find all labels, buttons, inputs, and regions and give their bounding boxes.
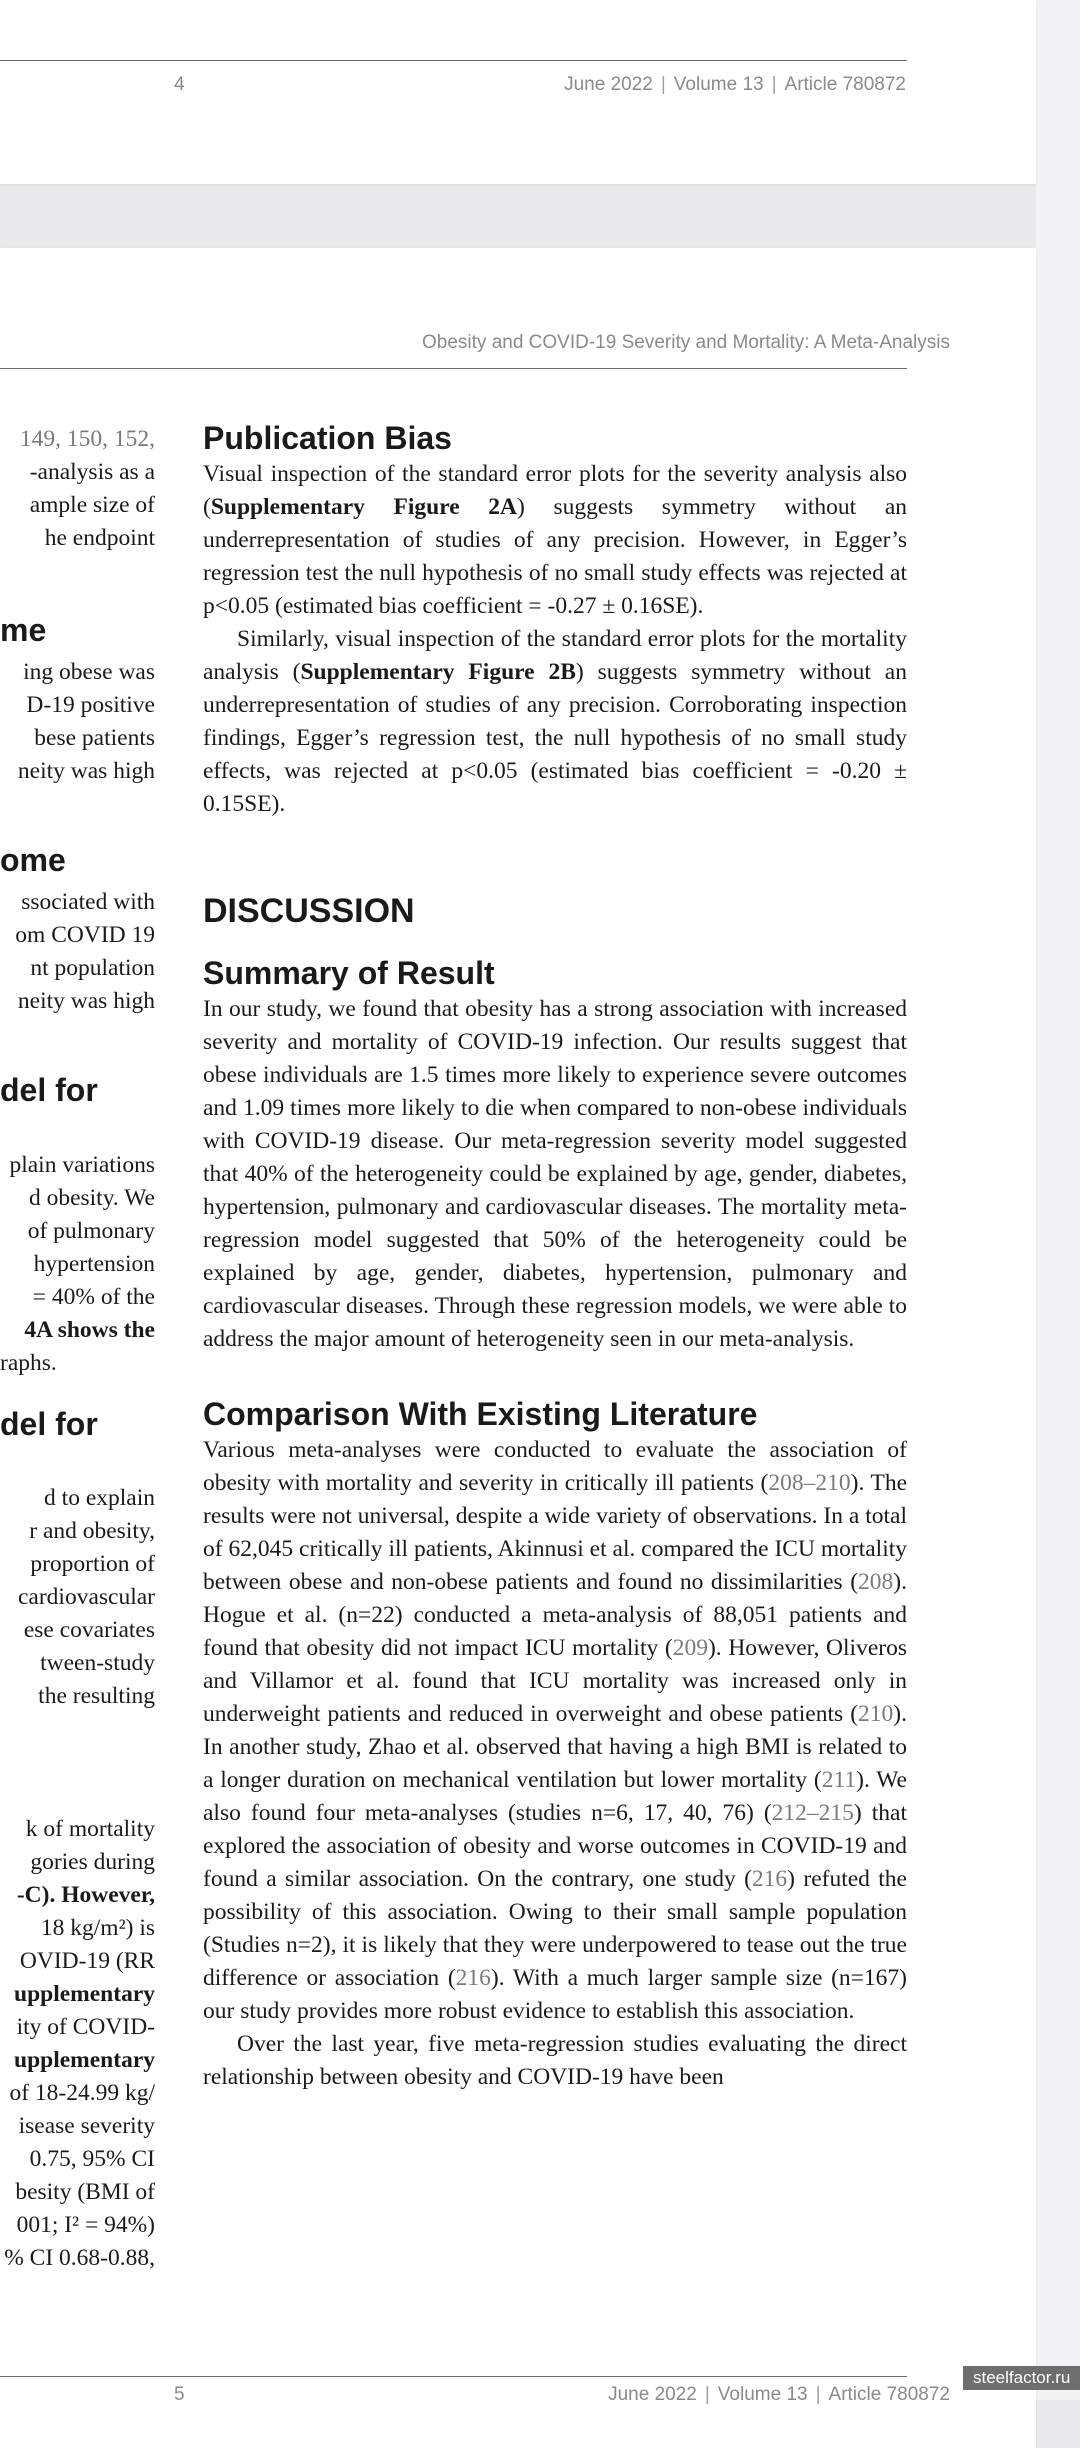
- figure-link[interactable]: Supplementary Figure 2B: [300, 659, 576, 685]
- journal-volume: Volume 13: [673, 74, 764, 95]
- text-line: ample size of: [29, 492, 155, 518]
- text-line: 0.75, 95% CI: [29, 2146, 155, 2172]
- text-line: cardiovascular: [17, 1584, 155, 1610]
- discussion-heading: DISCUSSION: [203, 892, 415, 930]
- text-line: hypertension: [33, 1251, 155, 1277]
- text-line: ing obese was: [23, 659, 155, 685]
- citation-link[interactable]: 210: [858, 1701, 894, 1727]
- right-column: [203, 418, 907, 2094]
- publication-bias-heading: Publication Bias: [203, 420, 452, 456]
- page-number: 4: [174, 74, 185, 95]
- citation-link[interactable]: 208: [858, 1569, 894, 1595]
- text-line: of pulmonary: [27, 1218, 155, 1244]
- text-line: ese covariates: [23, 1617, 155, 1643]
- paragraph: Over the last year, five meta-regression studies evaluating the direct relationship between obesity and COVID-19 have been: [203, 2031, 907, 2090]
- footer-rule: [0, 2376, 907, 2377]
- text-line: % CI 0.68-0.88,: [4, 2245, 155, 2271]
- text-line: -analysis as a: [29, 459, 155, 485]
- text-line: 18 kg/m²) is: [40, 1915, 155, 1941]
- summary-heading: Summary of Result: [203, 955, 495, 991]
- paragraph: Various meta-analyses were conducted to evaluate the association of obesity with mortality and severity in critically ill patients (208–210). The results were not universal, despite a wide variety of observations. In a total of 62,045 critically ill patients, Akinnusi et al. compared the ICU mortality between obese and non-obese patients and found no dissimilarities (208). Hogue et al. (n=22) conducted a meta-analysis of 88,051 patients and found that obesity did not impact ICU mortality (209). However, Oliveros and Villamor et al. found that ICU mortality was increased only in underweight patients and reduced in overweight and obese patients (210). In another study, Zhao et al. observed that having a high BMI is related to a longer duration on mechanical ventilation but lower mortality (211). We also found four meta-analyses (studies n=6, 17, 40, 76) (212–215) that explored the association of obesity and worse outcomes in COVID-19 and found a similar association. On the contrary, one study (216) refuted the possibility of this association. Owing to their small sample population (Studies n=2), it is likely that they were underpowered to tease out the true difference or association (216). With a much larger sample size (n=167) our study provides more robust evidence to establish this association.: [203, 1437, 908, 2024]
- text-line: raphs.: [0, 1350, 57, 1376]
- journal-date: June 2022: [608, 2384, 697, 2405]
- journal-volume: Volume 13: [717, 2384, 808, 2405]
- text-line: d to explain: [44, 1485, 155, 1511]
- paragraph: Similarly, visual inspection of the standard error plots for the mortality analysis (Supplementary Figure 2B) suggests symmetry without an underrepresentation of studies of any precision. Corroborating inspection findings, Egger’s regression test, the null hypothesis of no small study effects, was rejected at p<0.05 (estimated bias coefficient = -0.20 ± 0.15SE).: [203, 626, 907, 817]
- text-line: neity was high: [17, 988, 155, 1014]
- section-heading-fragment: me: [0, 612, 47, 648]
- scrollbar-track[interactable]: [1036, 0, 1080, 2400]
- text-line: upplementary: [14, 2047, 155, 2073]
- text-line: the resulting: [38, 1683, 155, 1709]
- text-line: isease severity: [18, 2113, 155, 2139]
- separator: |: [660, 74, 666, 95]
- text-line: plain variations: [9, 1152, 155, 1178]
- watermark-badge: steelfactor.ru: [963, 2366, 1080, 2390]
- separator: |: [771, 74, 777, 95]
- text-line: ity of COVID-: [16, 2014, 155, 2040]
- section-heading-fragment: del for: [0, 1406, 98, 1442]
- journal-info: [564, 74, 906, 96]
- journal-article: Article 780872: [784, 74, 906, 95]
- text-line: 4A shows the: [24, 1317, 155, 1343]
- text-line: proportion of: [30, 1551, 155, 1577]
- text-line: of 18-24.99 kg/: [9, 2080, 155, 2106]
- section-heading-fragment: ome: [0, 842, 66, 878]
- page-number: 5: [174, 2384, 185, 2405]
- text-line: bese patients: [34, 725, 155, 751]
- journal-article: Article 780872: [828, 2384, 950, 2405]
- paragraph: Visual inspection of the standard error plots for the severity analysis also (Supplementary Figure 2A) suggests symmetry without an underrepresentation of studies of any precision. However, in Egger’s regression test the null hypothesis of no small study effects was rejected at p<0.05 (estimated bias coefficient = -0.27 ± 0.16SE).: [203, 461, 908, 619]
- journal-info: [608, 2384, 950, 2406]
- left-column: [0, 0, 155, 2400]
- text-line: 149, 150, 152,: [19, 426, 155, 452]
- text-line: gories during: [30, 1849, 155, 1875]
- text-line: om COVID 19: [15, 922, 155, 948]
- section-heading-fragment: del for: [0, 1072, 98, 1108]
- citation-link[interactable]: 212–215: [771, 1800, 854, 1826]
- journal-date: June 2022: [564, 74, 653, 95]
- text-line: = 40% of the: [32, 1284, 155, 1310]
- citation-link[interactable]: 208–210: [768, 1470, 851, 1496]
- text-line: tween-study: [40, 1650, 155, 1676]
- text-line: upplementary: [14, 1981, 155, 2007]
- paragraph: In our study, we found that obesity has a strong association with increased severity and mortality of COVID-19 infection. Our results suggest that obese individuals are 1.5 times more likely to experience severe outcomes and 1.09 times more likely to die when compared to non-obese individuals with COVID-19 disease. Our meta-regression severity model suggested that 40% of the heterogeneity could be explained by age, gender, diabetes, hypertension, pulmonary and cardiovascular diseases. The mortality meta-regression model suggested that 50% of the heterogeneity could be explained by age, gender, diabetes, hypertension, pulmonary and cardiovascular diseases. Through these regression models, we were able to address the major amount of heterogeneity seen in our meta-analysis.: [203, 996, 907, 1352]
- text-line: neity was high: [17, 758, 155, 784]
- text-line: nt population: [30, 955, 155, 981]
- previous-page: [0, 0, 1036, 184]
- separator: |: [704, 2384, 710, 2405]
- separator: |: [815, 2384, 821, 2405]
- citation-link[interactable]: 209: [672, 1635, 708, 1661]
- citation-link[interactable]: 211: [821, 1767, 857, 1793]
- text-line: D-19 positive: [26, 692, 155, 718]
- comparison-heading: Comparison With Existing Literature: [203, 1396, 758, 1432]
- figure-link[interactable]: Supplementary Figure 2A: [210, 494, 518, 520]
- text-line: he endpoint: [44, 525, 155, 551]
- text-line: r and obesity,: [29, 1518, 155, 1544]
- citation-link[interactable]: 216: [455, 1965, 491, 1991]
- text-line: ssociated with: [21, 889, 155, 915]
- running-title: Obesity and COVID-19 Severity and Mortality: A Meta-Analysis: [422, 332, 950, 353]
- text-line: 001; I² = 94%): [16, 2212, 155, 2238]
- text-line: k of mortality: [25, 1816, 155, 1842]
- citation-link[interactable]: 216: [751, 1866, 788, 1892]
- text-line: -C). However,: [16, 1882, 155, 1908]
- text-line: OVID-19 (RR: [19, 1948, 155, 1974]
- text-line: d obesity. We: [28, 1185, 155, 1211]
- text-line: besity (BMI of: [15, 2179, 155, 2205]
